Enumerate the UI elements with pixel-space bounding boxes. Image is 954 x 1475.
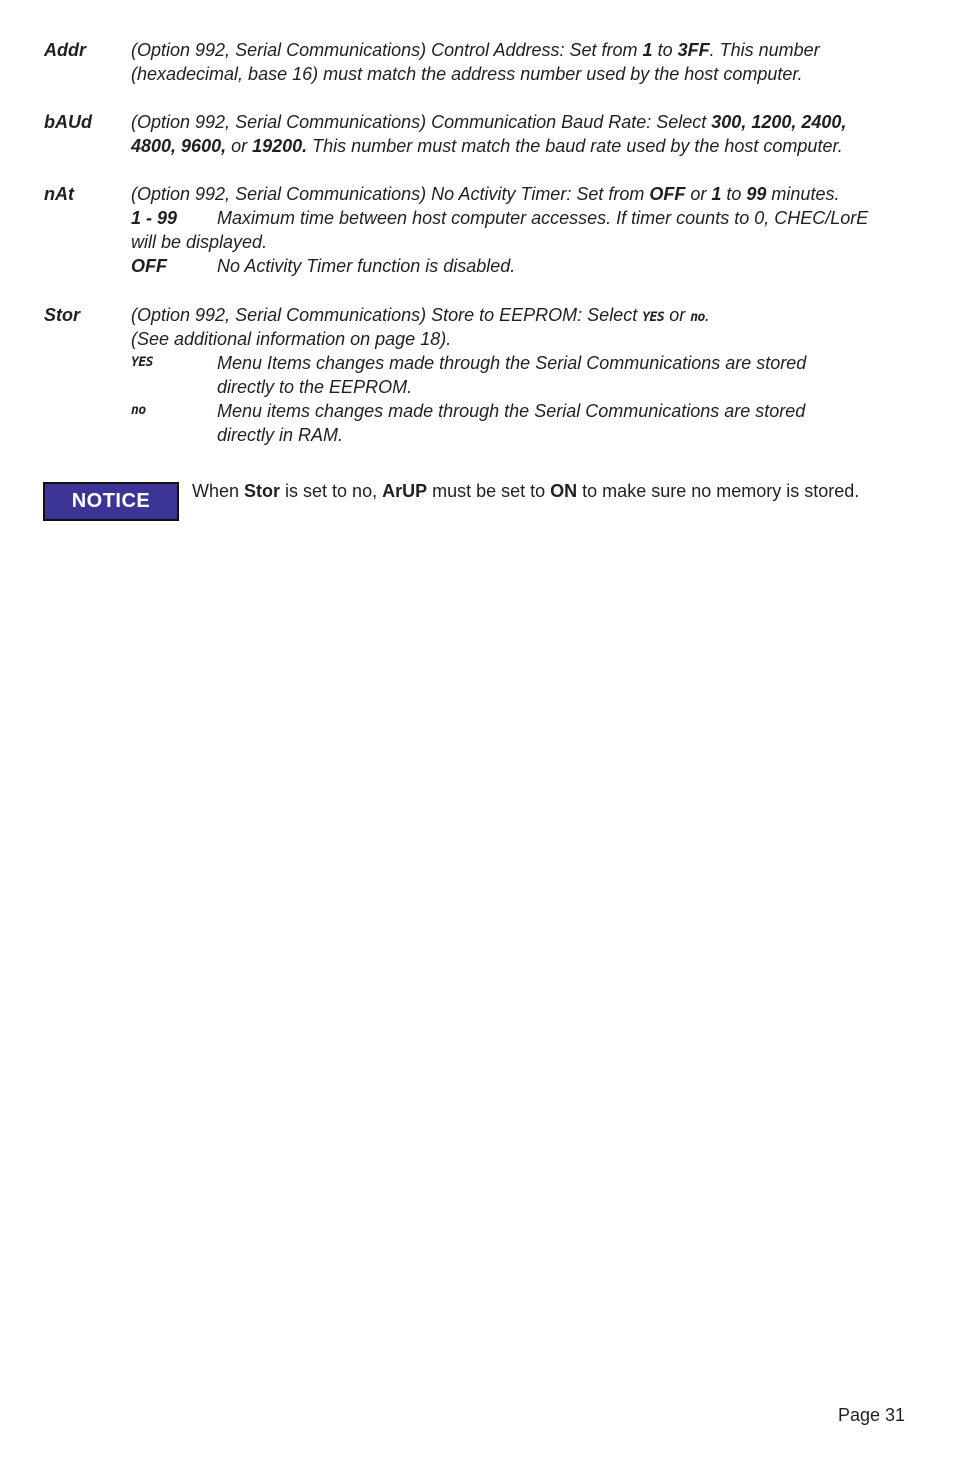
- text: (Option 992, Serial Communications) Communication Baud Rate: Select: [131, 112, 712, 132]
- value: OFF: [649, 184, 686, 204]
- option-key: 1 - 99: [131, 208, 178, 228]
- option-desc-cont: directly to the EEPROM.: [217, 377, 413, 397]
- term-stor: Stor: [44, 305, 80, 325]
- text: . This number: [709, 40, 820, 60]
- text: Stor: [244, 481, 281, 501]
- text: (See additional information on page 18).: [131, 329, 452, 349]
- text: or: [685, 184, 712, 204]
- segment-display-text: YES: [642, 310, 665, 325]
- option-row: [131, 206, 921, 230]
- value: 1: [711, 184, 722, 204]
- term-nat: nAt: [44, 184, 74, 204]
- option-desc-cont: will be displayed.: [131, 232, 268, 252]
- option-row: [131, 254, 921, 278]
- segment-display-text: no: [690, 310, 705, 325]
- notice-text: [192, 479, 859, 503]
- value-min: 1: [642, 40, 653, 60]
- text: or: [226, 136, 253, 156]
- text: minutes.: [766, 184, 840, 204]
- option-key: no: [131, 403, 146, 418]
- text: (hexadecimal, base 16) must match the address number used by the host computer.: [131, 64, 803, 84]
- text: to: [721, 184, 747, 204]
- text: .: [704, 305, 710, 325]
- text: ArUP: [382, 481, 428, 501]
- text: ON: [550, 481, 578, 501]
- option-desc: No Activity Timer function is disabled.: [217, 256, 516, 276]
- text: to: [652, 40, 678, 60]
- text: to make sure no memory is stored.: [577, 481, 860, 501]
- term-baud: bAUd: [44, 112, 92, 132]
- option-row: [131, 351, 921, 375]
- option-desc: Menu items changes made through the Serial Communications are stored: [217, 401, 806, 421]
- desc-stor: [131, 303, 921, 447]
- notice-badge: NOTICE: [43, 482, 179, 521]
- text: (Option 992, Serial Communications) No Activity Timer: Set from: [131, 184, 650, 204]
- option-key: YES: [131, 355, 153, 370]
- value: 99: [746, 184, 767, 204]
- page-number: Page 31: [838, 1405, 906, 1425]
- baud-values: 300, 1200, 2400,: [711, 112, 847, 132]
- term-addr: Addr: [44, 40, 86, 60]
- desc-nat: [131, 182, 921, 278]
- text: is set to no,: [280, 481, 383, 501]
- desc-addr: [131, 38, 921, 86]
- option-key: OFF: [131, 256, 167, 276]
- option-desc: Menu Items changes made through the Serial Communications are stored: [217, 353, 807, 373]
- text: must be set to: [427, 481, 551, 501]
- baud-values: 4800, 9600,: [131, 136, 227, 156]
- text: This number must match the baud rate used by the host computer.: [307, 136, 843, 156]
- text: or: [664, 305, 691, 325]
- text: When: [192, 481, 245, 501]
- value-max: 3FF: [677, 40, 710, 60]
- text: (Option 992, Serial Communications) Store to EEPROM: Select: [131, 305, 643, 325]
- option-row: [131, 399, 921, 423]
- desc-baud: [131, 110, 921, 158]
- text: (Option 992, Serial Communications) Control Address: Set from: [131, 40, 643, 60]
- option-desc: Maximum time between host computer accesses. If timer counts to 0, CHEC/LorE: [217, 208, 869, 228]
- option-desc-cont: directly in RAM.: [217, 425, 344, 445]
- baud-values: 19200.: [252, 136, 308, 156]
